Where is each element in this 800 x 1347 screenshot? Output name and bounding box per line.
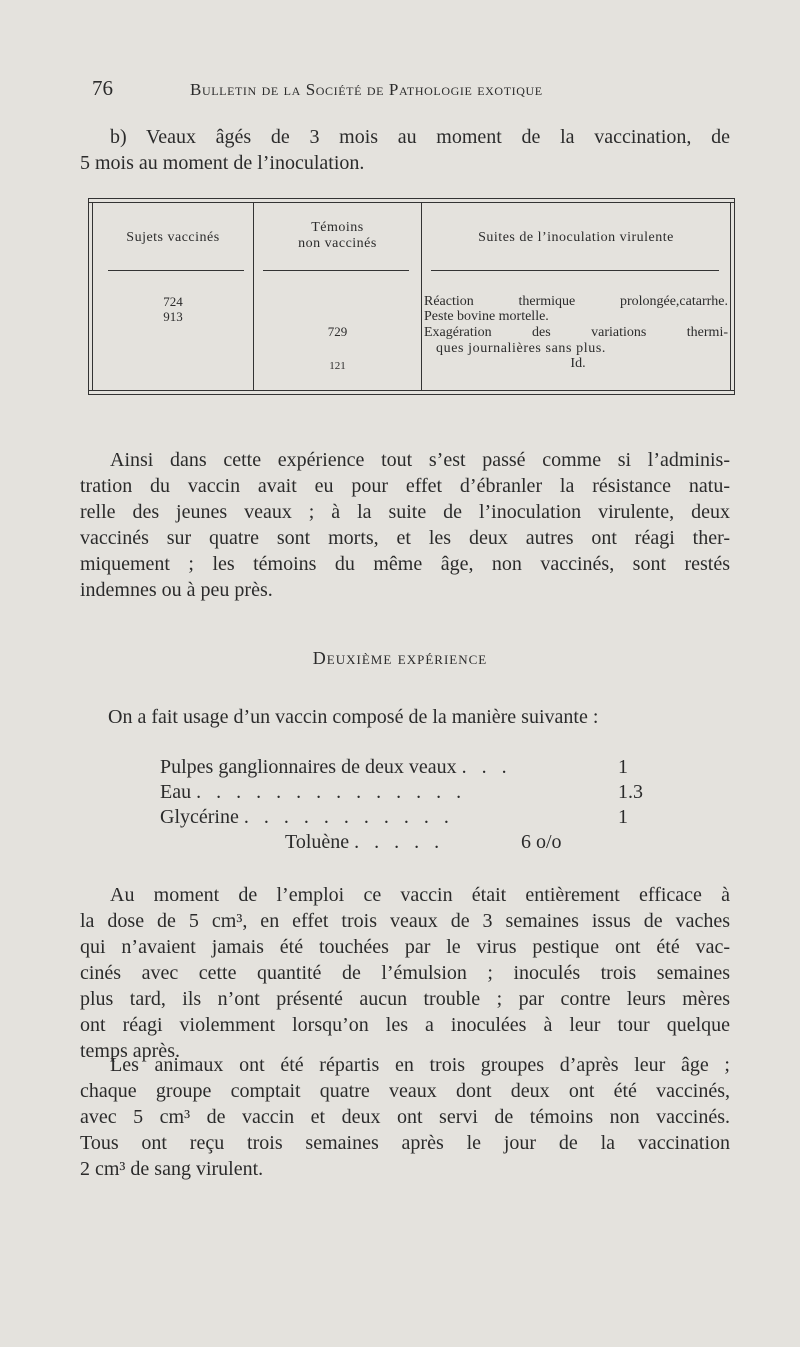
section-title: Deuxième expérience (312, 648, 488, 668)
recipe-dots: . . . (461, 756, 512, 778)
paragraph-2 (80, 882, 730, 1064)
text-line: Tous ont reçu trois semaines après le jour de la vaccination (80, 1132, 730, 1154)
paragraph-3 (80, 1052, 730, 1182)
text-line: qui n’avaient jamais été touchées par le virus pestique ont été vac- (80, 936, 730, 958)
recipe-qty: 6 o/o (521, 831, 562, 853)
text-line: b) Veaux âgés de 3 mois au moment de la vaccination, de (110, 126, 730, 148)
recipe-label: Pulpes ganglionnaires de deux veaux (160, 756, 457, 778)
page-number: 76 (92, 76, 113, 100)
header-controls-line2: non vaccinés (298, 236, 377, 251)
results-table (88, 198, 734, 398)
header-outcome: Suites de l’inoculation virulente (478, 230, 674, 245)
text-line: la dose de 5 cm³, en effet trois veaux de 3 semaines issus de vaches (80, 910, 730, 932)
text-line: 5 mois au moment de l’inoculation. (80, 152, 365, 174)
recipe-row (160, 806, 454, 829)
recipe-label: Eau (160, 781, 192, 803)
control-id: 729 (327, 324, 348, 339)
text-line: Ainsi dans cette expérience tout s’est passé comme si l’adminis- (110, 449, 730, 471)
header-controls (254, 220, 421, 252)
text-line: relle des jeunes veaux ; à la suite de l’inoculation virulente, deux (80, 501, 730, 523)
text-line: avec 5 cm³ de vaccin et deux ont servi de témoins non vaccinés. (80, 1106, 730, 1128)
recipe-dots: . . . . . . . . . . . (243, 806, 454, 828)
recipe-row (160, 756, 512, 779)
text-line: vaccinés sur quatre sont morts, et les deux autres ont réagi ther- (80, 527, 730, 549)
text-line: plus tard, ils n’ont présenté aucun trouble ; par contre leurs mères (80, 988, 730, 1010)
text-line: Les animaux ont été répartis en trois groupes d’après leur âge ; (110, 1054, 730, 1076)
text-line: tration du vaccin avait eu pour effet d’ébranler la résistance natu- (80, 475, 730, 497)
text-line: 2 cm³ de sang virulent. (80, 1158, 264, 1180)
recipe-label: Toluène (285, 831, 350, 853)
header-controls-line1: Témoins (311, 220, 364, 235)
recipe-row (160, 781, 466, 804)
text-line: indemnes ou à peu près. (80, 579, 273, 601)
running-head: Bulletin de la Société de Pathologie exotique (190, 80, 543, 99)
vaccinated-id: 913 (163, 309, 183, 324)
recipe-qty: 1 (618, 806, 628, 828)
text-line: Au moment de l’emploi ce vaccin était entièrement efficace à (110, 884, 730, 906)
text-line: miquement ; les témoins du même âge, non vaccinés, sont restés (80, 553, 730, 575)
outcome-line: Peste bovine mortelle. (424, 309, 549, 324)
outcome-line: Exagération des variations thermi- (424, 325, 728, 340)
paragraph-1 (80, 447, 730, 603)
outcome-line: Id. (570, 356, 586, 371)
recipe-dots: . . . . . (354, 831, 445, 853)
recipe-intro: On a fait usage d’un vaccin composé de la manière suivante : (108, 706, 599, 728)
outcome-line: Réaction thermique prolongée,catarrhe. (424, 294, 728, 309)
text-line: cinés avec cette quantité de l’émulsion ; inoculés trois semaines (80, 962, 730, 984)
control-id: 121 (329, 360, 346, 372)
recipe-label: Glycérine (160, 806, 239, 828)
text-line: temps après. (80, 1040, 180, 1062)
recipe-qty: 1.3 (618, 781, 643, 803)
vaccinated-id: 724 (163, 294, 183, 309)
outcome-line: ques journalières sans plus. (436, 341, 606, 356)
header-vaccinated: Sujets vaccinés (126, 230, 220, 245)
recipe-dots: . . . . . . . . . . . . . . (196, 781, 467, 803)
toluene-row (285, 831, 444, 854)
text-line: chaque groupe comptait quatre veaux dont deux ont été vaccinés, (80, 1080, 730, 1102)
recipe-qty: 1 (618, 756, 628, 778)
intro-paragraph (80, 124, 730, 176)
text-line: ont réagi violemment lorsqu’on les a inoculées à leur tour quelque (80, 1014, 730, 1036)
